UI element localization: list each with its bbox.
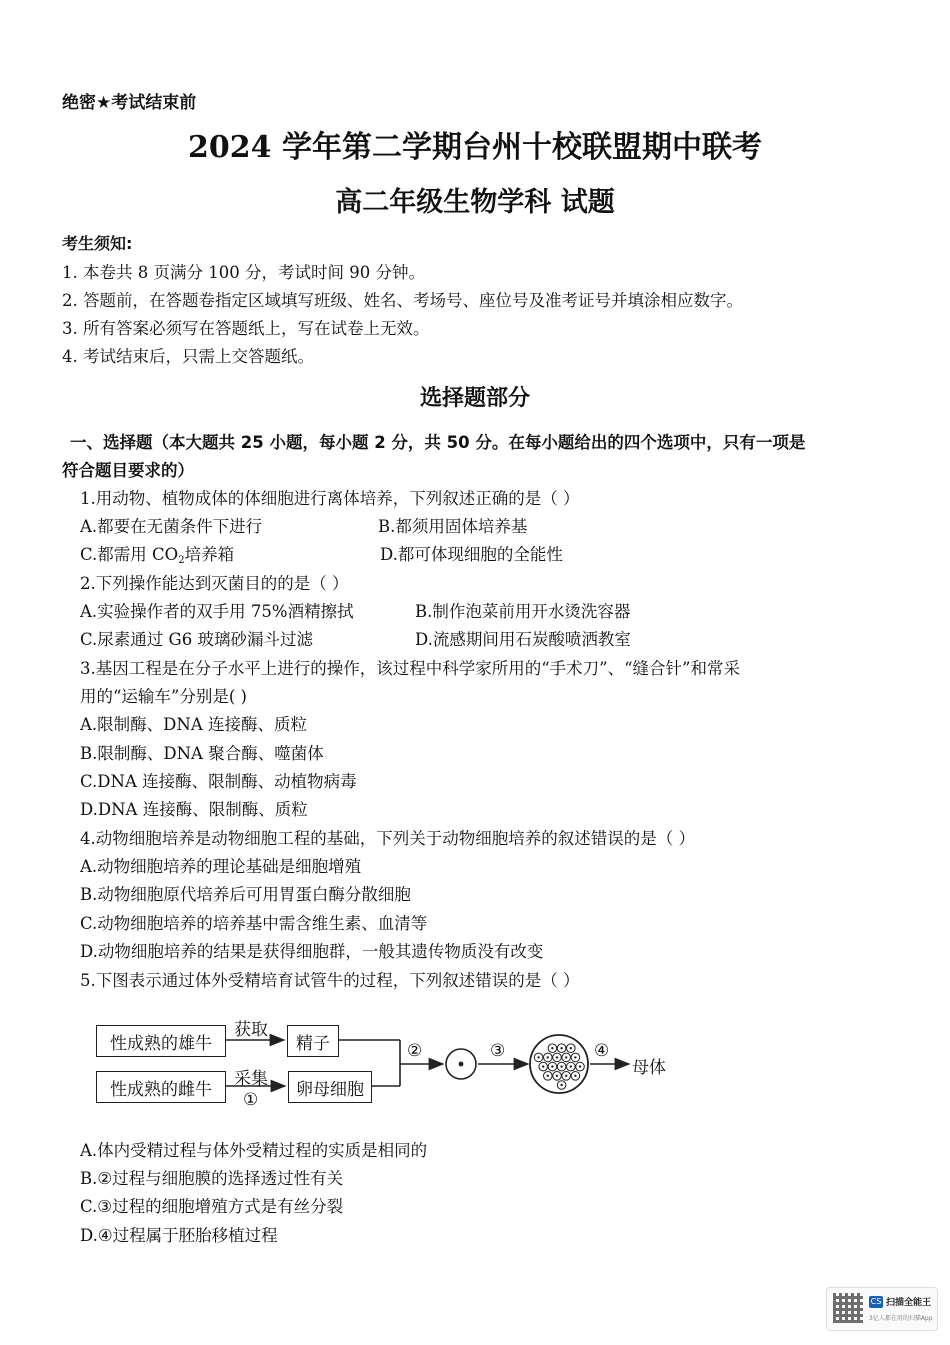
embryo-cell-nucleus-icon — [574, 1075, 576, 1077]
q2-option-c: C.尿素通过 G6 玻璃砂漏斗过滤 — [80, 630, 313, 649]
q1-option-c — [80, 541, 234, 566]
watermark-app-name: 扫描全能王 — [886, 1298, 932, 1308]
q1-stem: 1.用动物、植物成体的体细胞进行离体培养，下列叙述正确的是（ ） — [80, 489, 580, 508]
sperm-label: 精子 — [296, 1033, 330, 1054]
secret-mark: 绝密★考试结束前 — [62, 93, 197, 113]
embryo-cell-nucleus-icon — [570, 1065, 572, 1067]
embryo-cell-icon — [562, 1072, 571, 1081]
camscanner-logo-icon: CS — [870, 1297, 882, 1306]
q3-option-d: D.DNA 连接酶、限制酶、质粒 — [80, 800, 308, 819]
embryo-cell-icon — [539, 1062, 548, 1071]
collect-label: 采集 — [234, 1069, 268, 1089]
q5-stem: 5.下图表示通过体外受精培育试管牛的过程，下列叙述错误的是（ ） — [80, 971, 580, 990]
q4-stem: 4.动物细胞培养是动物细胞工程的基础，下列关于动物细胞培养的叙述错误的是（ ） — [80, 829, 695, 848]
step2-label: ② — [407, 1041, 423, 1061]
embryo-cell-icon — [557, 1062, 566, 1071]
scanner-watermark — [826, 1287, 938, 1331]
egg-box — [288, 1071, 372, 1103]
embryo-cell-icon — [544, 1072, 553, 1081]
q5-option-a: A.体内受精过程与体外受精过程的实质是相同的 — [80, 1141, 428, 1160]
q5-option-c: C.③过程的细胞增殖方式是有丝分裂 — [80, 1197, 344, 1216]
notice-item-4: 4. 考试结束后，只需上交答题纸。 — [62, 347, 314, 366]
embryo-cell-nucleus-icon — [565, 1075, 567, 1077]
embryo-cell-icon — [557, 1044, 566, 1053]
embryo-cell-icon — [544, 1053, 553, 1062]
embryo-cells-icon — [534, 1044, 584, 1089]
step4-label: ④ — [594, 1041, 610, 1061]
q1-option-c-suffix: 培养箱 — [184, 545, 235, 564]
q2-stem: 2.下列操作能达到灭菌目的的是（ ） — [80, 574, 349, 593]
zygote-nucleus-icon — [459, 1062, 464, 1067]
embryo-cell-nucleus-icon — [570, 1047, 572, 1049]
embryo-cell-nucleus-icon — [556, 1075, 558, 1077]
embryo-icon — [530, 1035, 588, 1093]
q4-option-a: A.动物细胞培养的理论基础是细胞增殖 — [80, 857, 362, 876]
q3-stem-1: 3.基因工程是在分子水平上进行的操作，该过程中科学家所用的“手术刀”、“缝合针”和常采 — [80, 659, 740, 678]
section-instruction-2: 符合题目要求的） — [62, 461, 194, 480]
notice-item-2: 2. 答题前，在答题卷指定区域填写班级、姓名、考场号、座位号及准考证号并填涂相应数字。 — [62, 291, 743, 310]
embryo-cell-nucleus-icon — [560, 1065, 562, 1067]
section-title: 选择题部分 — [419, 385, 530, 411]
step3-label: ③ — [490, 1041, 506, 1061]
embryo-cell-icon — [576, 1062, 585, 1071]
q3-option-b: B.限制酶、DNA 聚合酶、噬菌体 — [80, 744, 324, 763]
q3-option-a: A.限制酶、DNA 连接酶、质粒 — [80, 715, 307, 734]
q4-option-c: C.动物细胞培养的培养基中需含维生素、血清等 — [80, 914, 428, 933]
male-cattle-box — [96, 1025, 226, 1057]
notice-heading: 考生须知: — [62, 234, 133, 253]
qr-code-icon — [833, 1293, 863, 1323]
embryo-cell-icon — [548, 1044, 557, 1053]
embryo-cell-icon — [534, 1053, 543, 1062]
section-instruction-1: 一、选择题（本大题共 25 小题，每小题 2 分，共 50 分。在每小题给出的四个选项中，只有一项是 — [70, 433, 806, 452]
embryo-cell-nucleus-icon — [574, 1056, 576, 1058]
q2-option-a: A.实验操作者的双手用 75%酒精擦拭 — [80, 602, 354, 621]
q3-option-c: C.DNA 连接酶、限制酶、动植物病毒 — [80, 772, 357, 791]
embryo-cell-icon — [553, 1072, 562, 1081]
q1-option-b: B.都须用固体培养基 — [378, 517, 528, 536]
embryo-cell-nucleus-icon — [565, 1056, 567, 1058]
embryo-cell-nucleus-icon — [547, 1056, 549, 1058]
get-label: 获取 — [234, 1020, 268, 1040]
embryo-cell-icon — [571, 1072, 580, 1081]
embryo-cell-icon — [571, 1053, 580, 1062]
q5-option-b: B.②过程与细胞膜的选择透过性有关 — [80, 1169, 344, 1188]
embryo-cell-nucleus-icon — [560, 1084, 562, 1086]
sperm-box — [287, 1025, 339, 1057]
embryo-cell-nucleus-icon — [542, 1065, 544, 1067]
female-cattle-box — [96, 1071, 226, 1103]
exam-title: 2024 学年第二学期台州十校联盟期中联考 — [188, 130, 762, 165]
embryo-cell-nucleus-icon — [579, 1065, 581, 1067]
embryo-cell-icon — [548, 1062, 557, 1071]
embryo-cell-icon — [553, 1053, 562, 1062]
q1-option-a: A.都要在无菌条件下进行 — [80, 517, 263, 536]
notice-item-1: 1. 本卷共 8 页满分 100 分，考试时间 90 分钟。 — [62, 263, 425, 282]
q5-option-d: D.④过程属于胚胎移植过程 — [80, 1226, 278, 1245]
embryo-cell-icon — [567, 1044, 576, 1053]
embryo-cell-icon — [567, 1062, 576, 1071]
embryo-cell-icon — [557, 1081, 566, 1090]
embryo-cell-nucleus-icon — [560, 1047, 562, 1049]
q1-option-d: D.都可体现细胞的全能性 — [380, 545, 563, 564]
embryo-cell-icon — [562, 1053, 571, 1062]
embryo-cell-nucleus-icon — [556, 1056, 558, 1058]
mother-label: 母体 — [632, 1058, 666, 1078]
female-cattle-label: 性成熟的雌牛 — [110, 1079, 212, 1100]
embryo-cell-nucleus-icon — [537, 1056, 539, 1058]
q3-stem-2: 用的“运输车”分别是( ) — [80, 687, 247, 706]
male-cattle-label: 性成熟的雄牛 — [110, 1033, 212, 1054]
exam-subtitle: 高二年级生物学科 试题 — [335, 187, 615, 218]
q2-option-d: D.流感期间用石炭酸喷洒教室 — [415, 630, 631, 649]
q4-option-d: D.动物细胞培养的结果是获得细胞群，一般其遗传物质没有改变 — [80, 942, 544, 961]
zygote-icon — [446, 1049, 476, 1079]
q2-option-b: B.制作泡菜前用开水烫洗容器 — [415, 602, 631, 621]
watermark-tagline: 3亿人都在用的扫描App — [869, 1315, 933, 1322]
q1-option-c-text: C.都需用 CO — [80, 545, 179, 564]
embryo-cell-nucleus-icon — [551, 1065, 553, 1067]
egg-label: 卵母细胞 — [296, 1079, 364, 1100]
embryo-cell-nucleus-icon — [551, 1047, 553, 1049]
embryo-cell-nucleus-icon — [547, 1075, 549, 1077]
notice-item-3: 3. 所有答案必须写在答题纸上，写在试卷上无效。 — [62, 319, 430, 338]
q1-option-c-subscript: 2 — [178, 555, 185, 566]
q4-option-b: B.动物细胞原代培养后可用胃蛋白酶分散细胞 — [80, 885, 411, 904]
step1-label: ① — [243, 1090, 259, 1110]
